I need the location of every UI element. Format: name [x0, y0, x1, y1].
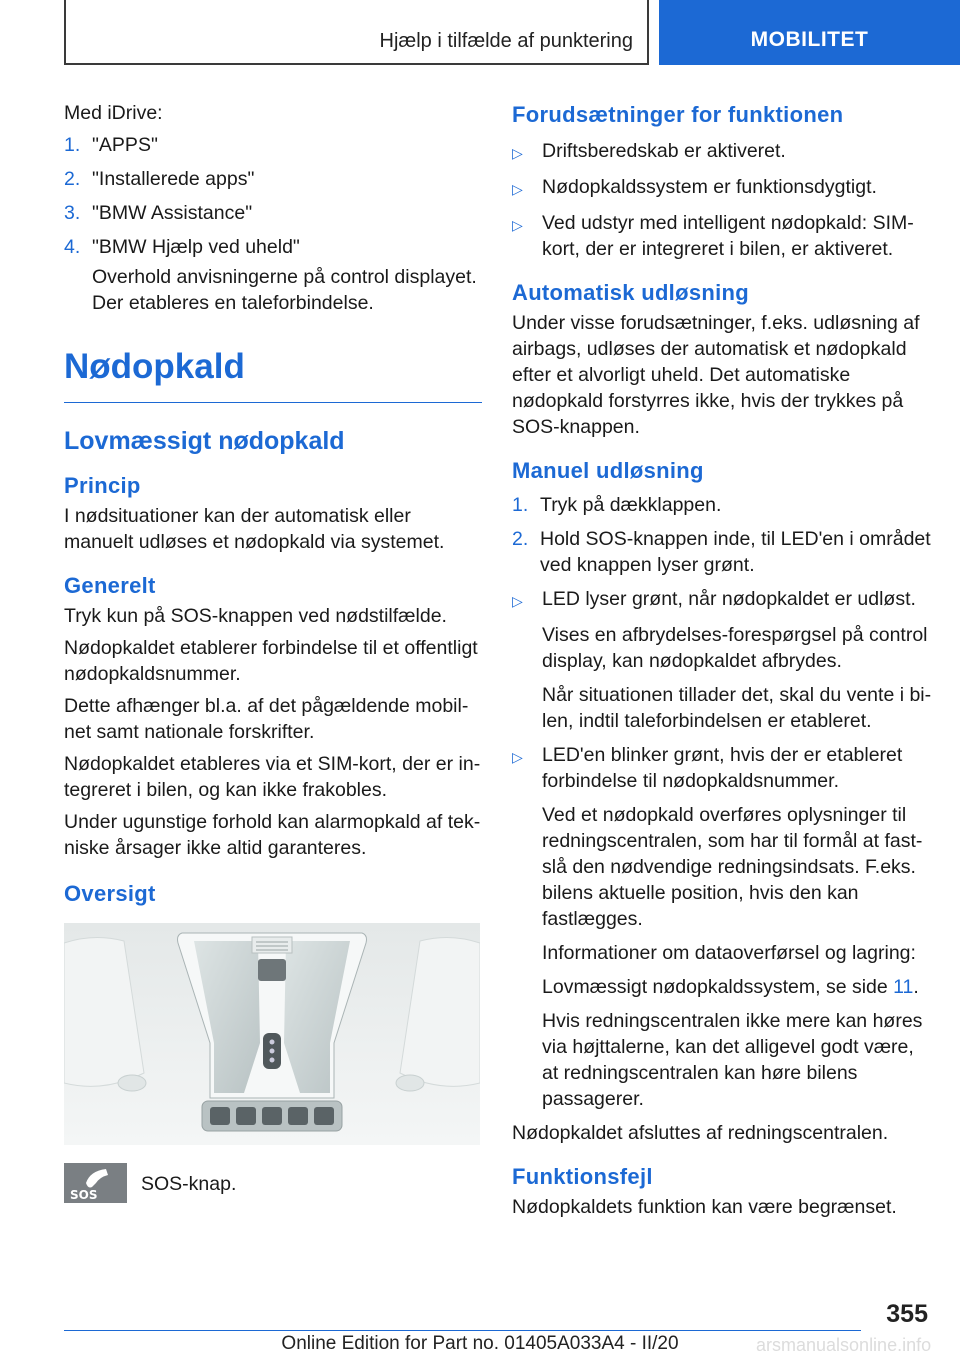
bullet-item: ▷ LED lyser grønt, når nødopkaldet er udløst.	[512, 586, 932, 614]
chapter-tab[interactable]	[659, 0, 960, 65]
sos-phone-icon	[64, 1163, 127, 1203]
list-item: 3. "BMW Assistance"	[64, 202, 253, 224]
footer-divider	[64, 1330, 861, 1331]
subheading-princip: Princip	[64, 473, 141, 498]
bullet-triangle-icon: ▷	[512, 593, 523, 609]
afsluttes-text: Nødopkaldet afsluttes af redningscentralen.	[512, 1122, 889, 1144]
header-box	[64, 0, 649, 65]
paragraph: Under ugunstige forhold kan alarmopkald af tekniske årsager ikke altid garanteres.	[64, 811, 481, 859]
bullet-item: ▷ Ved udstyr med intelligent nødopkald: SIM-kort, der er integreret i bilen, er aktiveret.	[512, 212, 914, 260]
watermark: arsmanualsonline.info	[756, 1335, 932, 1355]
bullet-sub-text: Når situationen tillader det, skal du vente i bilen, indtil taleforbindelsen er etableret.	[542, 684, 932, 732]
bullet-sub-text: Ved et nødopkald overføres oplysninger til redningscentralen, som har til formål at fastslå den nødvendige redningsindsats. F.eks. bilens aktuelle position, hvis den kan fastlægges.	[542, 804, 923, 930]
bullet-triangle-icon: ▷	[512, 181, 523, 197]
page-link[interactable]: 11	[893, 976, 914, 998]
bullet-item: ▷ Driftsberedskab er aktiveret.	[512, 138, 932, 166]
sos-label: SOS	[70, 1188, 98, 1202]
paragraph: Dette afhænger bl.a. af det pågældende mobilnet samt nationale forskrifter.	[64, 695, 469, 743]
left-column	[64, 100, 482, 1203]
caption-text: SOS-knap.	[141, 1173, 237, 1195]
subheading-forudsaetninger: Forudsætninger for funktionen	[512, 102, 844, 127]
bullet-triangle-icon: ▷	[512, 217, 523, 233]
princip-text: I nødsituationer kan der automatisk eller manuelt udløses et nødopkald via systemet.	[64, 505, 445, 553]
edition-text: Online Edition for Part no. 01405A033A4 - II/20	[281, 1333, 679, 1354]
bullet-triangle-icon: ▷	[512, 749, 523, 765]
bullet-item: ▷ Nødopkaldssystem er funktionsdygtigt.	[512, 174, 932, 202]
auto-text: Under visse forudsætninger, f.eks. udløsning af airbags, udløses der automatisk et nødopkald efter et alvorligt uheld. Det automatiske nødopkald forstyrres ikke, hvis der trykkes på SOS-knappen.	[512, 312, 920, 438]
page-number: 355	[886, 1300, 928, 1328]
subheading-oversigt: Oversigt	[64, 881, 156, 906]
figure-caption	[64, 1163, 482, 1203]
sos-button-icon	[64, 1163, 127, 1203]
fejl-text: Nødopkaldets funktion kan være begrænset.	[512, 1196, 897, 1218]
bullet-triangle-icon: ▷	[512, 145, 523, 161]
bullet-item: ▷ LED'en blinker grønt, hvis der er etableret forbindelse til nødopkaldsnummer.	[512, 744, 903, 792]
list-item: 1. "APPS"	[64, 134, 158, 156]
subheading-generelt: Generelt	[64, 573, 156, 598]
paragraph: Tryk kun på SOS-knappen ved nødstilfælde.	[64, 605, 447, 627]
bullet-sub-text: Vises en afbrydelses-forespørgsel på control display, kan nødopkaldet afbrydes.	[542, 624, 928, 672]
list-item: 4. "BMW Hjælp ved uheld"	[64, 236, 300, 258]
subheading-funktionsfejl: Funktionsfejl	[512, 1164, 653, 1189]
bullet-sub-text: Informationer om dataoverførsel og lagring:	[542, 942, 916, 964]
section-heading: Lovmæssigt nødopkald	[64, 427, 345, 455]
subheading-automatisk: Automatisk udløsning	[512, 280, 749, 305]
step-note: Overhold anvisningerne på control displayet. Der etableres en taleforbindelse.	[92, 266, 477, 314]
paragraph: Nødopkaldet etableres via et SIM-kort, der er integreret i bilen, og kan ikke frakobles.	[64, 753, 481, 801]
subheading-manuel: Manuel udløsning	[512, 458, 704, 483]
chapter-tab-label: MOBILITET	[750, 28, 869, 51]
section-title: Hjælp i tilfælde af punktering	[379, 30, 633, 52]
overhead-console-illustration	[64, 923, 480, 1145]
overhead-console-image	[64, 923, 480, 1145]
cross-reference: Lovmæssigt nødopkaldssystem, se side 11.	[542, 976, 919, 998]
chapter-heading: Nødopkald	[64, 346, 482, 403]
bullet-sub-text: Hvis redningscentralen ikke mere kan høres via højttalerne, kan det alligevel godt være, at redningscentralen kan høre bilens passagerer.	[542, 1010, 923, 1110]
list-item: 2. "Installerede apps"	[64, 168, 255, 190]
idrive-intro: Med iDrive:	[64, 102, 163, 124]
paragraph: Nødopkaldet etablerer forbindelse til et offentligt nødopkaldsnummer.	[64, 637, 478, 685]
list-item: 1. Tryk på dækklappen.	[512, 494, 722, 516]
right-column	[512, 100, 932, 1226]
list-item: 2. Hold SOS-knappen inde, til LED'en i området ved knappen lyser grønt.	[512, 528, 931, 576]
